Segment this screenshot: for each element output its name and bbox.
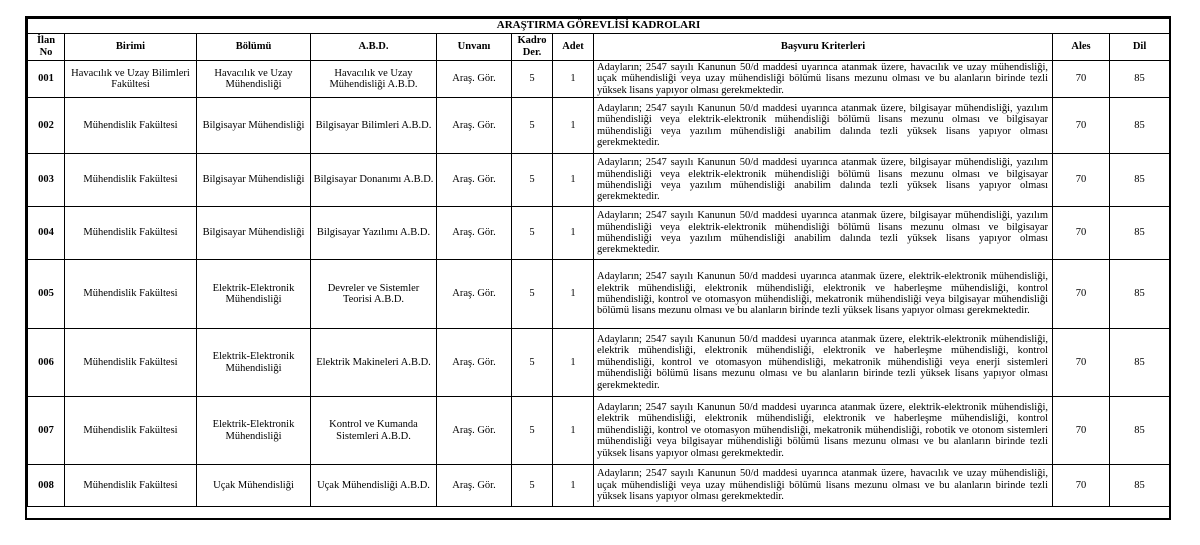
unvani-cell: Araş. Gör. [437, 154, 512, 207]
bolumu-cell: Havacılık ve Uzay Mühendisliği [197, 61, 311, 98]
dil-cell: 85 [1110, 98, 1170, 154]
ales-cell: 70 [1053, 397, 1110, 465]
table-row [28, 329, 1170, 397]
basvuru-kriterleri-cell: Adayların; 2547 sayılı Kanunun 50/d maddesi uyarınca atanmak üzere, elektrik-elektronik mühendisliği, elektrik mühendisliği, elektronik mühendisliği, elektronik ve haberleşme mühendisliği, kontrol mühendisliği, kontrol ve otomasyon mühendisliği, mekatronik mühendisliği, robotik ve otonom sistemleri mühendisliği veya bilgisayar mühendisliği bölümü lisans mezunu olması ve bu alanların birinde tezli yüksek lisans yapıyor olması gerekmektedir. [594, 397, 1053, 465]
bolumu-cell: Bilgisayar Mühendisliği [197, 154, 311, 207]
birimi-cell: Mühendislik Fakültesi [65, 98, 197, 154]
abd-cell: Havacılık ve Uzay Mühendisliği A.B.D. [311, 61, 437, 98]
abd-cell: Bilgisayar Yazılımı A.B.D. [311, 207, 437, 260]
table-title: ARAŞTIRMA GÖREVLİSİ KADROLARI [28, 19, 1170, 34]
ilan-no-cell: 002 [28, 98, 65, 154]
kadro-der-cell: 5 [512, 397, 553, 465]
ales-cell: 70 [1053, 329, 1110, 397]
kadro-der-cell: 5 [512, 329, 553, 397]
ilan-no-cell: 004 [28, 207, 65, 260]
unvani-cell: Araş. Gör. [437, 207, 512, 260]
adet-cell: 1 [553, 98, 594, 154]
abd-cell: Bilgisayar Bilimleri A.B.D. [311, 98, 437, 154]
birimi-cell: Mühendislik Fakültesi [65, 154, 197, 207]
abd-cell: Elektrik Makineleri A.B.D. [311, 329, 437, 397]
kadro-der-cell: 5 [512, 61, 553, 98]
bolumu-cell: Bilgisayar Mühendisliği [197, 98, 311, 154]
unvani-cell: Araş. Gör. [437, 329, 512, 397]
unvani-cell: Araş. Gör. [437, 465, 512, 507]
basvuru-kriterleri-cell: Adayların; 2547 sayılı Kanunun 50/d maddesi uyarınca atanmak üzere, elektrik-elektronik mühendisliği, elektrik mühendisliği, elektronik mühendisliği, elektronik ve haberleşme mühendisliği, kontrol mühendisliği, kontrol ve otomasyon mühendisliği, mekatronik mühendisliği veya enerji sistemleri mühendisliği bölümü lisans mezunu olması ve bu alanların birinde tezli yüksek lisans yapıyor olması gerekmektedir. [594, 329, 1053, 397]
birimi-cell: Mühendislik Fakültesi [65, 465, 197, 507]
birimi-cell: Mühendislik Fakültesi [65, 329, 197, 397]
dil-cell: 85 [1110, 329, 1170, 397]
unvani-cell: Araş. Gör. [437, 98, 512, 154]
ilan-no-cell: 003 [28, 154, 65, 207]
ales-cell: 70 [1053, 465, 1110, 507]
abd-cell: Uçak Mühendisliği A.B.D. [311, 465, 437, 507]
ales-cell: 70 [1053, 154, 1110, 207]
ilan-no-cell: 001 [28, 61, 65, 98]
unvani-cell: Araş. Gör. [437, 397, 512, 465]
column-header-birimi: Birimi [65, 34, 197, 61]
dil-cell: 85 [1110, 61, 1170, 98]
basvuru-kriterleri-cell: Adayların; 2547 sayılı Kanunun 50/d maddesi uyarınca atanmak üzere, havacılık ve uzay mühendisliği, uçak mühendisliği veya uzay mühendisliği bölümü lisans mezunu olması ve bu alanların birinde tezli yüksek lisans yapıyor olması gerekmektedir. [594, 61, 1053, 98]
adet-cell: 1 [553, 154, 594, 207]
ilan-no-cell: 005 [28, 260, 65, 329]
basvuru-kriterleri-cell: Adayların; 2547 sayılı Kanunun 50/d maddesi uyarınca atanmak üzere, bilgisayar mühendisliği, yazılım mühendisliği veya elektrik-elektronik mühendisliği bölümü lisans mezunu olması ve bilgisayar mühendisliği veya yazılım mühendisliği anabilim dalında tezli yüksek lisans yapıyor olması gerekmektedir. [594, 98, 1053, 154]
birimi-cell: Mühendislik Fakültesi [65, 397, 197, 465]
abd-cell: Kontrol ve Kumanda Sistemleri A.B.D. [311, 397, 437, 465]
dil-cell: 85 [1110, 260, 1170, 329]
bolumu-cell: Elektrik-Elektronik Mühendisliği [197, 397, 311, 465]
kadro-der-cell: 5 [512, 207, 553, 260]
column-header-basvuru-kriterleri: Başvuru Kriterleri [594, 34, 1053, 61]
table-row [28, 61, 1170, 98]
column-header-ales: Ales [1053, 34, 1110, 61]
table-row [28, 154, 1170, 207]
kadro-der-cell: 5 [512, 260, 553, 329]
basvuru-kriterleri-cell: Adayların; 2547 sayılı Kanunun 50/d maddesi uyarınca atanmak üzere, bilgisayar mühendisliği, yazılım mühendisliği veya elektrik-elektronik mühendisliği bölümü lisans mezunu olması ve bilgisayar mühendisliği veya yazılım mühendisliği anabilim dalında tezli yüksek lisans yapıyor olması gerekmektedir. [594, 207, 1053, 260]
adet-cell: 1 [553, 465, 594, 507]
kadro-der-cell: 5 [512, 98, 553, 154]
ales-cell: 70 [1053, 61, 1110, 98]
birimi-cell: Havacılık ve Uzay Bilimleri Fakültesi [65, 61, 197, 98]
unvani-cell: Araş. Gör. [437, 260, 512, 329]
dil-cell: 85 [1110, 154, 1170, 207]
kadro-der-cell: 5 [512, 154, 553, 207]
birimi-cell: Mühendislik Fakültesi [65, 260, 197, 329]
basvuru-kriterleri-cell: Adayların; 2547 sayılı Kanunun 50/d maddesi uyarınca atanmak üzere, bilgisayar mühendisliği, yazılım mühendisliği veya elektrik-elektronik mühendisliği bölümü lisans mezunu olması ve bilgisayar mühendisliği veya yazılım mühendisliği anabilim dalında tezli yüksek lisans yapıyor olması gerekmektedir. [594, 154, 1053, 207]
column-header-adet: Adet [553, 34, 594, 61]
column-header-kadro-der: Kadro Der. [512, 34, 553, 61]
abd-cell: Bilgisayar Donanımı A.B.D. [311, 154, 437, 207]
adet-cell: 1 [553, 397, 594, 465]
ales-cell: 70 [1053, 260, 1110, 329]
ilan-no-cell: 007 [28, 397, 65, 465]
column-header-dil: Dil [1110, 34, 1170, 61]
bolumu-cell: Uçak Mühendisliği [197, 465, 311, 507]
table-row [28, 207, 1170, 260]
column-header-bolumu: Bölümü [197, 34, 311, 61]
adet-cell: 1 [553, 329, 594, 397]
basvuru-kriterleri-cell: Adayların; 2547 sayılı Kanunun 50/d maddesi uyarınca atanmak üzere, elektrik-elektronik mühendisliği, elektrik mühendisliği, elektronik mühendisliği, elektronik ve haberleşme mühendisliği, kontrol mühendisliği, kontrol ve otomasyon mühendisliği, mekatronik mühendisliği veya bilgisayar mühendisliği bölümü lisans mezunu olması ve bu alanların birinde tezli yüksek lisans yapıyor olması gerekmektedir. [594, 260, 1053, 329]
column-header-unvani: Unvanı [437, 34, 512, 61]
table-row [28, 465, 1170, 507]
adet-cell: 1 [553, 207, 594, 260]
adet-cell: 1 [553, 260, 594, 329]
dil-cell: 85 [1110, 397, 1170, 465]
adet-cell: 1 [553, 61, 594, 98]
birimi-cell: Mühendislik Fakültesi [65, 207, 197, 260]
basvuru-kriterleri-cell: Adayların; 2547 sayılı Kanunun 50/d maddesi uyarınca atanmak üzere, havacılık ve uzay mühendisliği, uçak mühendisliği veya uzay mühendisliği bölümü lisans mezunu olması ve bu alanların birinde tezli yüksek lisans yapıyor olması gerekmektedir. [594, 465, 1053, 507]
column-header-ilan-no: İlan No [28, 34, 65, 61]
column-header-abd: A.B.D. [311, 34, 437, 61]
bolumu-cell: Bilgisayar Mühendisliği [197, 207, 311, 260]
ilan-no-cell: 006 [28, 329, 65, 397]
bolumu-cell: Elektrik-Elektronik Mühendisliği [197, 329, 311, 397]
positions-table [27, 18, 1170, 507]
abd-cell: Devreler ve Sistemler Teorisi A.B.D. [311, 260, 437, 329]
ilan-no-cell: 008 [28, 465, 65, 507]
table-row [28, 260, 1170, 329]
unvani-cell: Araş. Gör. [437, 61, 512, 98]
ales-cell: 70 [1053, 98, 1110, 154]
table-row [28, 397, 1170, 465]
dil-cell: 85 [1110, 207, 1170, 260]
table-row [28, 98, 1170, 154]
table-header-row [28, 34, 1170, 61]
positions-table-frame [25, 16, 1171, 520]
bolumu-cell: Elektrik-Elektronik Mühendisliği [197, 260, 311, 329]
ales-cell: 70 [1053, 207, 1110, 260]
kadro-der-cell: 5 [512, 465, 553, 507]
dil-cell: 85 [1110, 465, 1170, 507]
